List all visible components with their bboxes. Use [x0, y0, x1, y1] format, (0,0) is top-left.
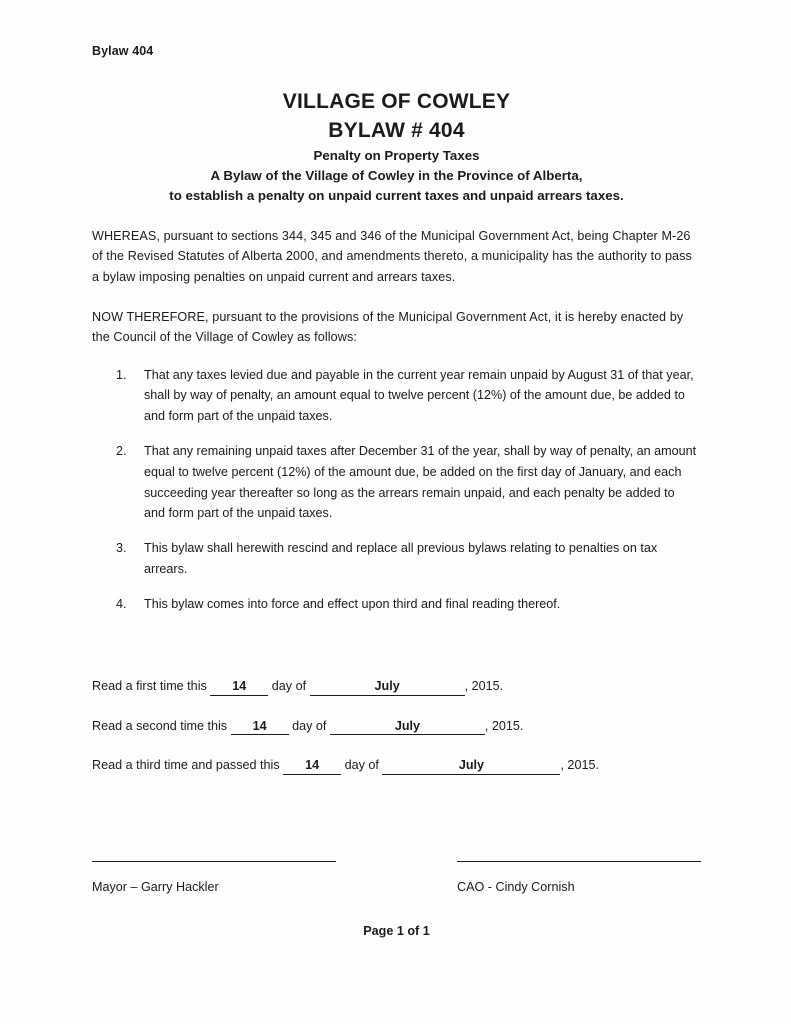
clause-text: That any taxes levied due and payable in the current year remain unpaid by August 31 of that year, shall by way of penalty, an amount equal to twelve percent (12%) of the amount due, be added to and form part of the unpaid taxes. — [144, 367, 694, 424]
title-block — [92, 88, 701, 206]
readings-section — [92, 678, 701, 774]
clause-number: 1. — [116, 367, 127, 382]
reading-middle: day of — [292, 718, 327, 733]
clause-item-1 — [116, 365, 701, 427]
reading-middle: day of — [271, 679, 307, 694]
mayor-signature-label: Mayor – Garry Hackler — [92, 879, 219, 894]
doc-ref: Bylaw 404 — [92, 44, 154, 58]
clause-item-3 — [116, 538, 701, 580]
reading-month-blank: July — [330, 719, 485, 735]
reading-month-blank: July — [310, 679, 465, 695]
page-title-bylaw-number: BYLAW # 404 — [328, 118, 465, 142]
cao-signature-label: CAO - Cindy Cornish — [457, 879, 575, 894]
clause-number: 4. — [116, 596, 127, 611]
reading-month-blank: July — [382, 758, 560, 774]
title-description-line2: to establish a penalty on unpaid current taxes and unpaid arrears taxes. — [169, 187, 624, 203]
clause-item-4 — [116, 594, 701, 615]
page-title-org: VILLAGE OF COWLEY — [282, 90, 511, 113]
clause-item-2 — [116, 441, 701, 524]
cao-signature-line — [457, 861, 701, 862]
reading-day-blank: 14 — [210, 679, 268, 695]
reading-suffix: , 2015. — [464, 679, 504, 694]
reading-day-blank: 14 — [283, 758, 341, 774]
reading-line-third — [92, 757, 701, 774]
title-description-line1: A Bylaw of the Village of Cowley in the Province of Alberta, — [210, 167, 583, 183]
mayor-signature-line — [92, 861, 336, 862]
reading-suffix: , 2015. — [560, 758, 599, 773]
reading-line-second — [92, 718, 701, 735]
clause-text: This bylaw shall herewith rescind and replace all previous bylaws relating to penalties on tax arrears. — [144, 541, 658, 576]
signature-section — [92, 861, 701, 894]
signature-cao — [457, 861, 701, 894]
clause-number: 2. — [116, 444, 127, 458]
whereas-paragraph: WHEREAS, pursuant to sections 344, 345 and 346 of the Municipal Government Act, being Chapter M-26 of the Revised Statutes of Alberta 2000, and amendments thereto, a municipality has the authority to pass a bylaw imposing penalties on unpaid current and arrears taxes. — [92, 228, 692, 284]
reading-line-first — [92, 678, 701, 695]
reading-middle: day of — [344, 758, 379, 773]
reading-prefix: Read a third time and passed this — [92, 758, 280, 773]
reading-suffix: , 2015. — [484, 718, 524, 733]
clause-number: 3. — [116, 541, 127, 556]
clause-text: That any remaining unpaid taxes after December 31 of the year, shall by way of penalty, an amount equal to twelve percent (12%) of the amount due, be added on the first day of January, and each succeeding year thereafter so long as the arrears remain unpaid, and each penalty be added to and form part of the unpaid taxes. — [144, 444, 697, 521]
enactment-paragraph: NOW THEREFORE, pursuant to the provisions of the Municipal Government Act, it is hereby enacted by the Council of the Village of Cowley as follows: — [92, 309, 684, 345]
clause-text: This bylaw comes into force and effect upon third and final reading thereof. — [144, 596, 561, 611]
reading-prefix: Read a first time this — [92, 679, 207, 694]
clause-list — [92, 365, 701, 615]
reading-prefix: Read a second time this — [92, 718, 228, 733]
page-number: Page 1 of 1 — [363, 923, 430, 938]
title-subject: Penalty on Property Taxes — [313, 147, 480, 163]
signature-mayor — [92, 861, 336, 894]
reading-day-blank: 14 — [231, 719, 289, 735]
